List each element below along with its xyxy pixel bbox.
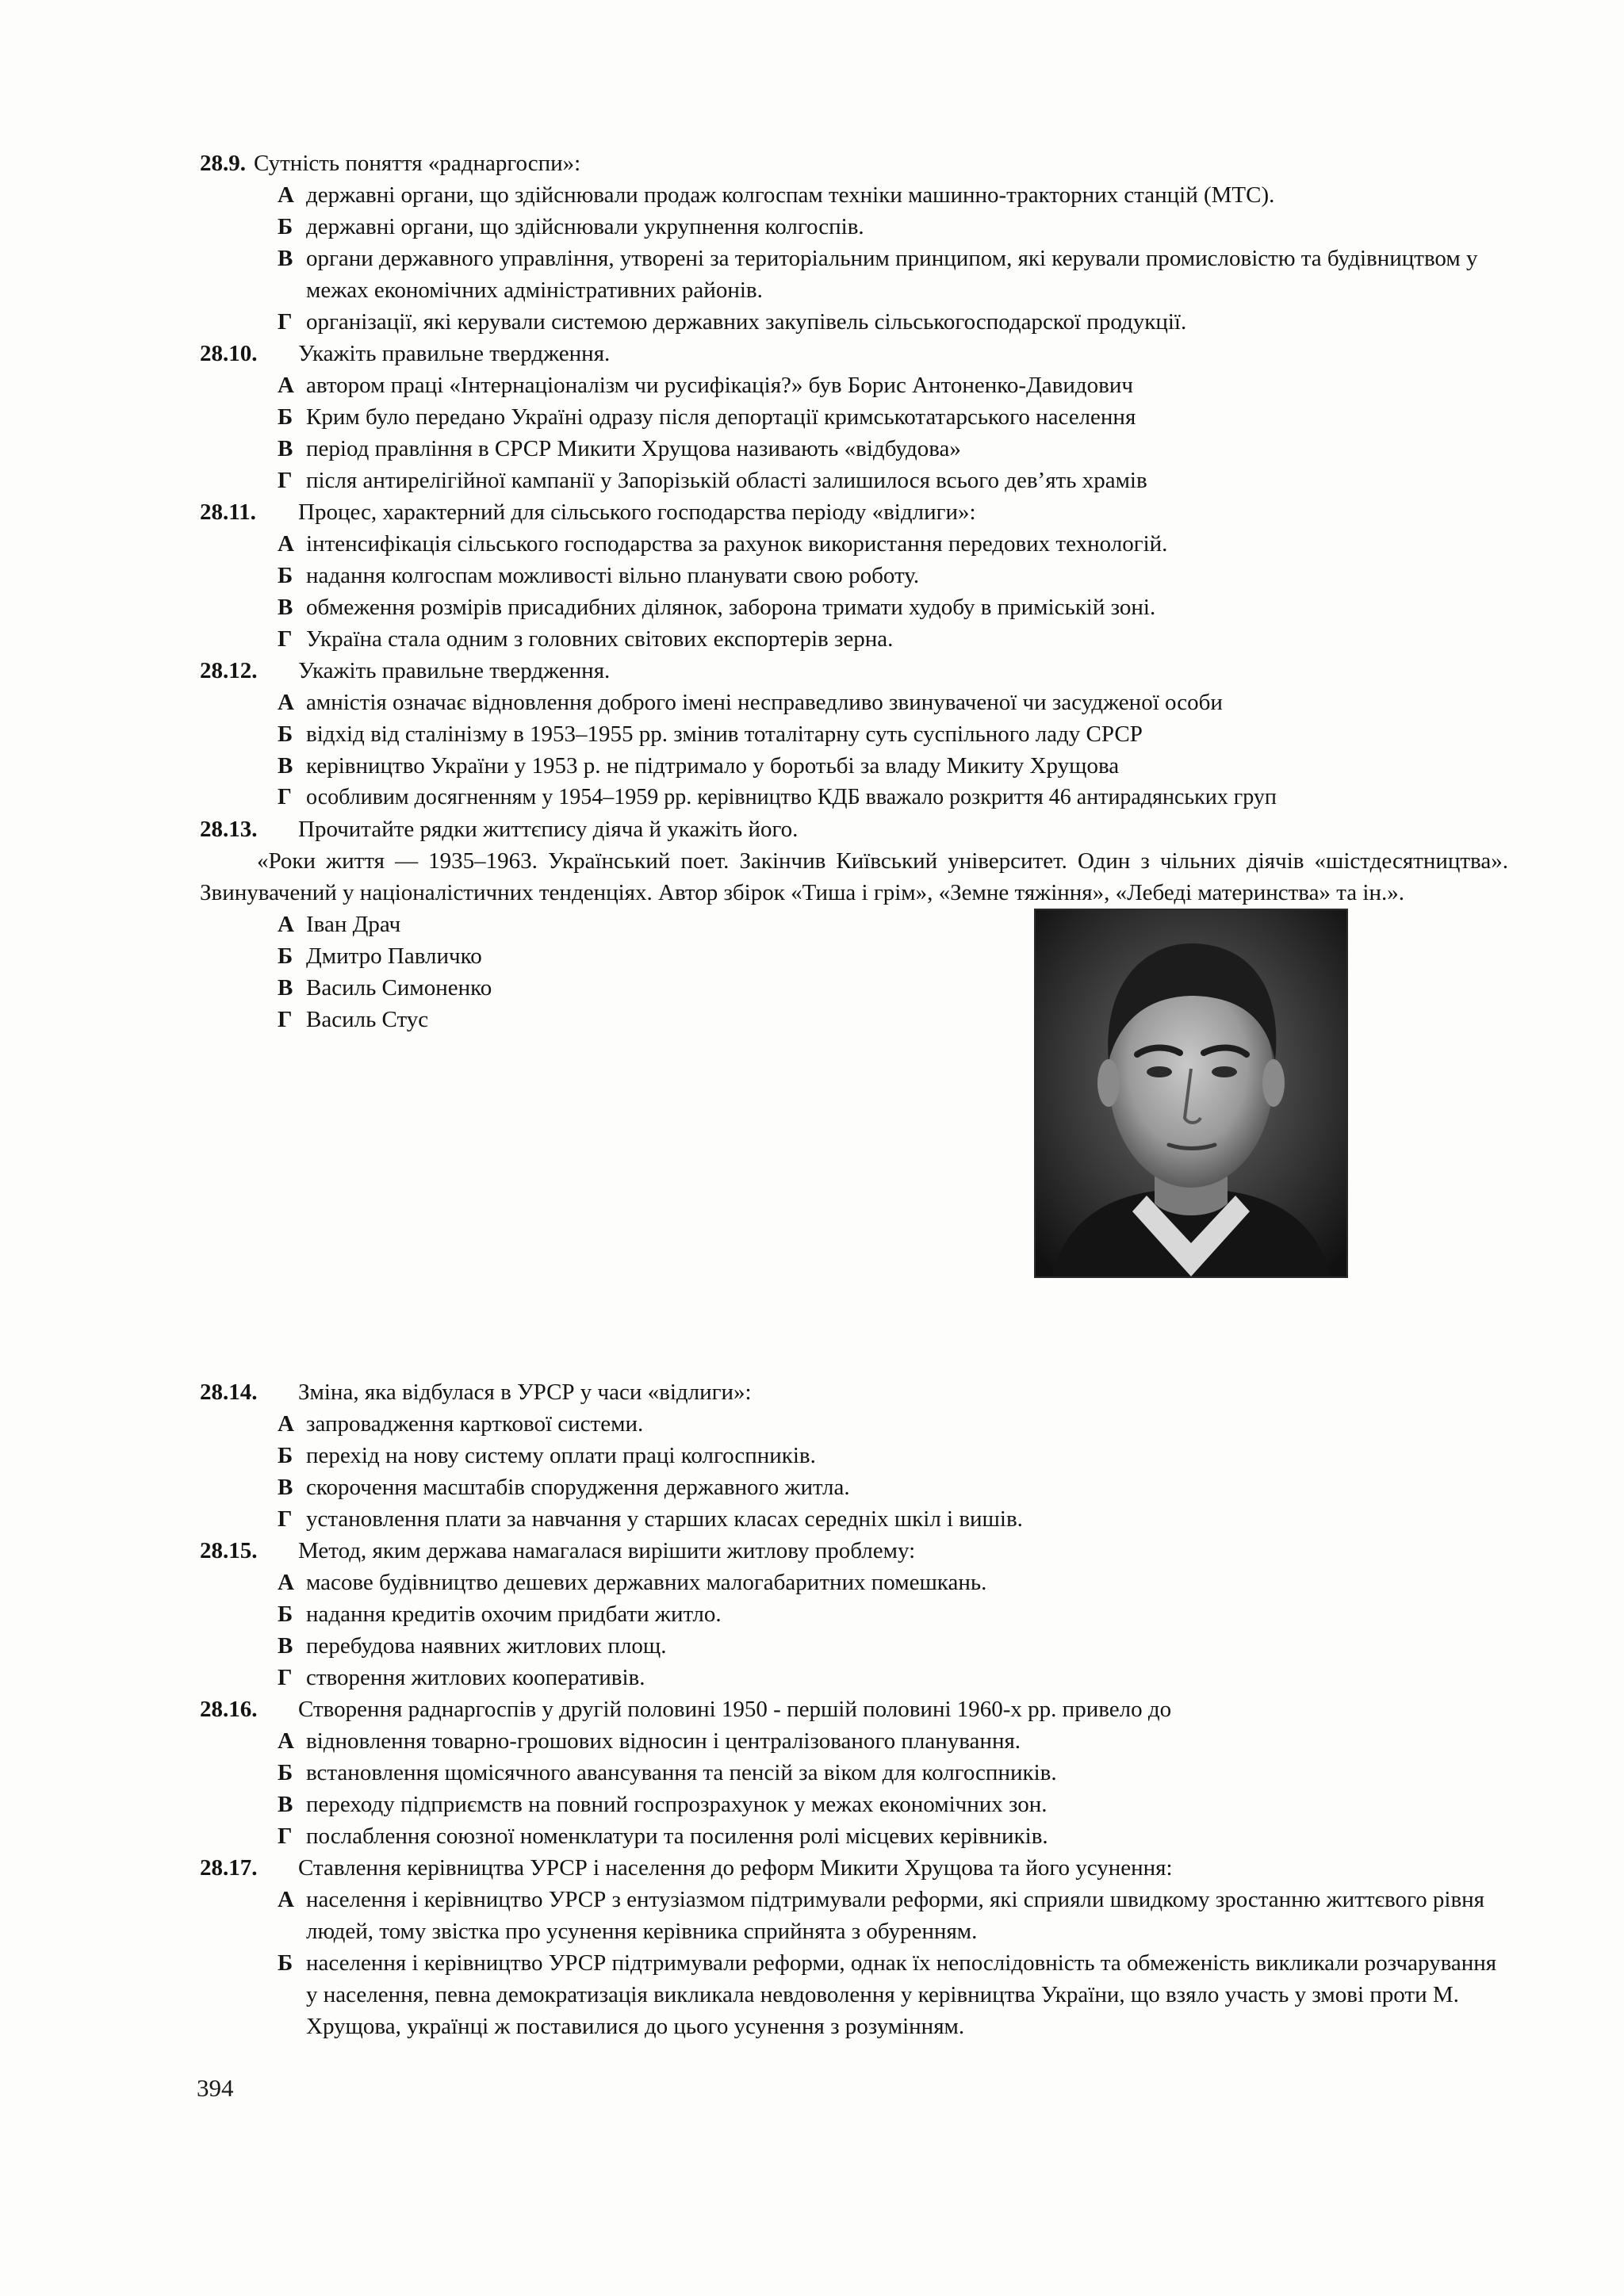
option-b [278, 211, 1508, 243]
option-letter: Г [278, 1823, 293, 1849]
option-letter: В [278, 753, 293, 779]
option-letter: А [278, 1411, 294, 1437]
option-list [278, 1408, 1508, 1535]
option-text: амністія означає відновлення доброго імені несправедливо звинуваченої чи засудженої особи [306, 690, 1223, 715]
option-letter: Г [278, 1007, 293, 1032]
option-g [278, 623, 1508, 655]
option-letter: Б [278, 404, 293, 430]
option-v [278, 433, 1508, 465]
option-letter: В [278, 975, 293, 1001]
option-list [278, 179, 1508, 338]
option-letter: А [278, 373, 294, 398]
option-g [278, 306, 1508, 338]
option-g [278, 1820, 1508, 1852]
option-v [278, 1630, 1508, 1662]
option-v [278, 591, 1508, 623]
option-text: Україна стала одним з головних світових експортерів зерна. [306, 626, 894, 652]
option-letter: В [278, 1475, 293, 1500]
option-text: керівництво України у 1953 р. не підтримало у боротьбі за владу Микиту Хрущова [306, 753, 1120, 779]
question-28-14 [200, 1376, 1508, 1535]
option-text: населення і керівництво УРСР підтримували реформи, однак їх непослідовність та обмеженість викликали розчарування у населення, певна демократизація викликала невдоволення у керівництва України, що взяло участь у змові проти М. Хрущова, українці ж поставилися до цього усунення з розумінням. [306, 1950, 1497, 2039]
question-number: 28.15. [200, 1538, 258, 1563]
option-g [278, 1503, 1508, 1535]
option-letter: Г [278, 1506, 293, 1532]
option-a [278, 1725, 1508, 1757]
option-letter: А [278, 912, 294, 937]
option-text: надання кредитів охочим придбати житло. [306, 1601, 722, 1627]
option-a [278, 369, 1508, 401]
option-b [278, 1598, 1508, 1630]
portrait-illustration [1036, 910, 1346, 1276]
option-a [278, 1567, 1508, 1598]
page-content [200, 147, 1508, 2042]
option-letter: В [278, 1792, 293, 1817]
question-number: 28.14. [200, 1380, 258, 1405]
option-a [278, 1884, 1508, 1947]
option-g [278, 465, 1508, 496]
option-text: Василь Симоненко [306, 975, 492, 1001]
option-b [278, 401, 1508, 433]
portrait-photo [1034, 909, 1348, 1278]
option-list [278, 687, 1508, 813]
option-b [278, 560, 1508, 591]
option-letter: А [278, 1887, 294, 1912]
question-28-12 [200, 655, 1508, 813]
option-b [278, 718, 1508, 750]
option-text: період правління в СРСР Микити Хрущова називають «відбудова» [306, 436, 961, 461]
question-number: 28.11. [200, 499, 256, 525]
option-g [278, 782, 1508, 813]
option-text: населення і керівництво УРСР з ентузіазмом підтримували реформи, які сприяли швидкому зростанню життєвого рівня людей, тому звістка про усунення керівника сприйнята з обуренням. [306, 1887, 1485, 1944]
question-13-body [200, 909, 1508, 1376]
option-b [278, 1440, 1508, 1471]
question-number: 28.10. [200, 341, 258, 366]
option-letter: Г [278, 1665, 293, 1690]
option-text: організації, які керували системою державних закупівель сільськогосподарскої продукції. [306, 309, 1187, 335]
option-text: встановлення щомісячного авансування та пенсій за віком для колгоспників. [306, 1760, 1057, 1785]
option-text: органи державного управління, утворені за територіальним принципом, які керували промисловістю та будівництвом у межах економічних адміністративних районів. [306, 246, 1478, 303]
option-text: створення житлових кооперативів. [306, 1665, 645, 1690]
option-text: Крим було передано Україні одразу після депортації кримськотатарського населення [306, 404, 1136, 430]
option-text: автором праці «Інтернаціоналізм чи русифікація?» був Борис Антоненко-Давидович [306, 373, 1133, 398]
biography-quote: «Роки життя — 1935–1963. Український поет. Закінчив Київський університет. Один з чільних діячів «шістдесятництва». Звинувачений у націоналістичних тенденціях. Автор збірок «Тиша і грім», «Земне тяжіння», «Лебеді материнства» та ін.». [200, 848, 1508, 905]
option-text: Василь Стус [306, 1007, 429, 1032]
option-letter: В [278, 1633, 293, 1659]
question-28-15 [200, 1535, 1508, 1693]
option-letter: Б [278, 1601, 293, 1627]
question-28-11 [200, 496, 1508, 655]
option-text: відновлення товарно-грошових відносин і централізованого планування. [306, 1728, 1021, 1754]
option-letter: А [278, 1570, 294, 1595]
option-text: скорочення масштабів спорудження державного житла. [306, 1475, 850, 1500]
option-letter: А [278, 690, 294, 715]
question-text: Укажіть правильне твердження. [298, 658, 611, 683]
option-text: послаблення союзної номенклатури та посилення ролі місцевих керівників. [306, 1823, 1048, 1849]
option-text: відхід від сталінізму в 1953–1955 рр. змінив тоталітарну суть суспільного ладу СРСР [306, 721, 1143, 747]
option-text: особливим досягненням у 1954–1959 рр. керівництво КДБ вважало розкриття 46 антирадянських груп [306, 785, 1277, 809]
option-text: установлення плати за навчання у старших класах середніх шкіл і вишів. [306, 1506, 1023, 1532]
option-text: масове будівництво дешевих державних малогабаритних помешкань. [306, 1570, 987, 1595]
question-number: 28.12. [200, 658, 258, 683]
question-text: Укажіть правильне твердження. [298, 341, 611, 366]
option-letter: А [278, 1728, 294, 1754]
option-letter: Б [278, 1760, 293, 1785]
option-letter: Б [278, 563, 293, 588]
question-28-17 [200, 1852, 1508, 2042]
option-list [278, 528, 1508, 655]
option-text: перехід на нову систему оплати праці колгоспників. [306, 1443, 816, 1468]
option-g [278, 1662, 1508, 1693]
option-v [278, 243, 1508, 306]
option-letter: А [278, 531, 294, 557]
question-number: 28.17. [200, 1855, 258, 1881]
question-28-16 [200, 1693, 1508, 1852]
option-text: після антирелігійної кампанії у Запорізькій області залишилося всього дев’ять храмів [306, 468, 1147, 493]
option-a [278, 687, 1508, 718]
option-letter: В [278, 246, 293, 271]
question-text: Прочитайте рядки життєпису діяча й укажіть його. [298, 817, 799, 842]
option-b [278, 1947, 1508, 2042]
question-number: 28.13. [200, 817, 258, 842]
option-letter: Б [278, 1950, 293, 1976]
option-letter: В [278, 595, 293, 620]
option-text: надання колгоспам можливості вільно планувати свою роботу. [306, 563, 920, 588]
option-letter: Б [278, 721, 293, 747]
question-28-9 [200, 147, 1508, 338]
question-text: Процес, характерний для сільського господарства періоду «відлиги»: [298, 499, 976, 525]
option-a [278, 1408, 1508, 1440]
option-a [278, 179, 1508, 211]
option-v [278, 1789, 1508, 1820]
question-text: Створення раднаргоспів у другій половині 1950 - першій половині 1960-х рр. привело до [298, 1697, 1172, 1722]
option-text: Іван Драч [306, 912, 401, 937]
option-text: перебудова наявних житлових площ. [306, 1633, 667, 1659]
question-28-10 [200, 338, 1508, 496]
option-list [278, 1725, 1508, 1852]
question-number: 28.16. [200, 1697, 258, 1722]
option-letter: Б [278, 943, 293, 969]
question-number: 28.9. [200, 151, 246, 176]
question-28-13 [200, 813, 1508, 1376]
option-text: Дмитро Павличко [306, 943, 482, 969]
option-text: обмеження розмірів присадибних ділянок, заборона тримати худобу в приміській зоні. [306, 595, 1156, 620]
question-text: Ставлення керівництва УРСР і населення до реформ Микити Хрущова та його усунення: [298, 1855, 1173, 1881]
option-a [278, 528, 1508, 560]
option-list [278, 369, 1508, 496]
option-letter: Г [278, 785, 292, 809]
option-text: запровадження карткової системи. [306, 1411, 644, 1437]
page-number: 394 [197, 2074, 234, 2102]
option-v [278, 750, 1508, 782]
option-letter: В [278, 436, 293, 461]
option-letter: Г [278, 626, 293, 652]
question-text: Метод, яким держава намагалася вирішити житлову проблему: [298, 1538, 916, 1563]
option-v [278, 1471, 1508, 1503]
question-text: Сутність поняття «раднаргоспи»: [254, 151, 581, 176]
question-text: Зміна, яка відбулася в УРСР у часи «відлиги»: [298, 1380, 752, 1405]
option-text: державні органи, що здійснювали продаж колгоспам техніки машинно-тракторних станцій (МТС). [306, 182, 1275, 208]
option-letter: Г [278, 309, 293, 335]
option-list [278, 1884, 1508, 2042]
option-letter: Г [278, 468, 293, 493]
option-text: переходу підприємств на повний госпрозрахунок у межах економічних зон. [306, 1792, 1048, 1817]
option-list [278, 1567, 1508, 1693]
option-letter: Б [278, 214, 293, 239]
option-text: державні органи, що здійснювали укрупнення колгоспів. [306, 214, 864, 239]
option-letter: Б [278, 1443, 293, 1468]
option-text: інтенсифікація сільського господарства за рахунок використання передових технологій. [306, 531, 1168, 557]
option-b [278, 1757, 1508, 1789]
option-letter: А [278, 182, 294, 208]
